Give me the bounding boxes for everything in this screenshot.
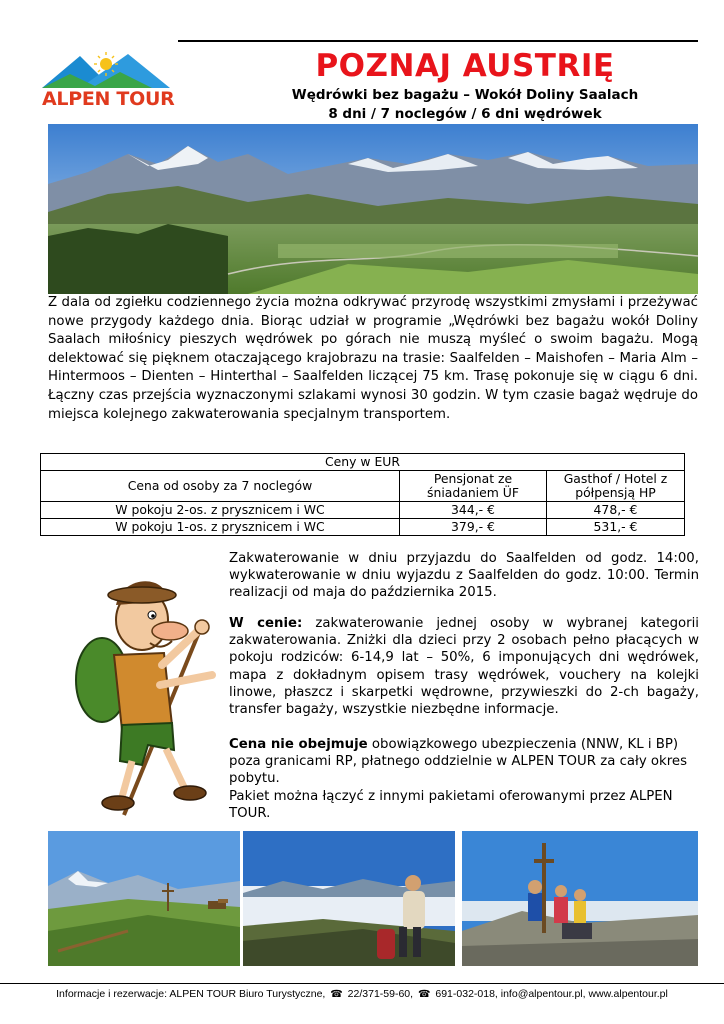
price-table-row-header: Cena od osoby za 7 noclegów (41, 471, 400, 502)
included-block (229, 615, 699, 718)
footer-contact (0, 988, 724, 1000)
price-table-caption: Ceny w EUR (41, 454, 685, 471)
checkin-text: Zakwaterowanie w dniu przyjazdu do Saalfelden od godz. 14:00, wykwaterowanie w dniu wyjazdu z Saalfelden do godz. 10:00. Termin realizacji od maja do października 2015. (229, 551, 699, 601)
subtitle-duration: 8 dni / 7 noclegów / 6 dni wędrówek (328, 106, 602, 122)
phone-icon: ☎ (330, 989, 343, 1000)
photo-family-summit (462, 831, 698, 966)
price-table-col-pension: Pensjonat ze śniadaniem ÜF (400, 471, 547, 502)
price-table-col-hotel: Gasthof / Hotel z półpensją HP (547, 471, 685, 502)
excluded-label: Cena nie obejmuje (229, 737, 368, 752)
excluded-text: obowiązkowego ubezpieczenia (NNW, KL i BP) poza granicami RP, płatnego oddzielnie w ALPEN TOUR za cały okres pobytu. (229, 737, 688, 787)
combine-text: Pakiet można łączyć z innymi pakietami oferowanymi przez ALPEN TOUR. (229, 788, 673, 821)
table-row: W pokoju 1-os. z prysznicem i WC 379,- € 531,- € (41, 519, 685, 536)
hiker-cartoon (62, 565, 232, 820)
excluded-block (229, 736, 699, 822)
header-rule (178, 40, 698, 42)
footer-prefix: Informacje i rezerwacje: ALPEN TOUR Biuro Turystyczne, (56, 988, 326, 1000)
included-text: zakwaterowanie jednej osoby w wybranej kategorii zakwaterowania. Zniżki dla dzieci przy 2 osobach pełno płacących w pokoju rodziców: 6-14,9 lat – 50%, 6 imponujących dni wędrówek, mapa z dokładnym opisem trasy wędrówek, vouchery na kolejki linowe, płaszcz i skarpetki wędrowne, przywieszki do 2-ch bagaży, transfer bagaży, wszystkie niezbędne informacje. (229, 616, 699, 718)
table-row: W pokoju 2-os. z prysznicem i WC 344,- € 478,- € (41, 502, 685, 519)
subtitle-route: Wędrówki bez bagażu – Wokół Doliny Saalach (291, 87, 639, 103)
price-table (40, 453, 685, 536)
photo-hiker-above-clouds (243, 831, 455, 966)
footer-rule (0, 983, 724, 984)
photo-summit-cross (48, 831, 240, 966)
included-label: W cenie: (229, 616, 303, 631)
phone-icon: ☎ (417, 989, 431, 1000)
hero-mountain-panorama (48, 124, 698, 294)
page-title: POZNAJ AUSTRIĘ (315, 48, 615, 84)
intro-paragraph: Z dala od zgiełku codziennego życia można odkrywać przyrodę wszystkimi zmysłami i przeżywać nowe przygody każdego dnia. Biorąc udział w programie „Wędrówki bez bagażu wokół Doliny Saalach miłośnicy pieszych wędrówek po górach nie muszą myśleć o swoim bagażu. Mogą delektować się pięknem otaczającego krajobrazu na trasie: Saalfelden – Maishofen – Maria Alm – Hintermoos – Dienten – Hinterthal – Saalfelden liczącej 75 km. Trasę pokonuje się w ciągu 6 dni. Łączny czas przejścia wyznaczonymi szlakami wynosi 30 godzin. W tym czasie bagaż wędruje do miejsca kolejnego zakwaterowania specjalnym transportem. (48, 295, 698, 422)
logo-text: ALPEN TOUR (42, 88, 175, 110)
footer-phone2: 691-032-018, info@alpentour.pl, www.alpentour.pl (435, 988, 668, 1000)
footer-phone1: 22/371-59-60, (347, 988, 414, 1000)
